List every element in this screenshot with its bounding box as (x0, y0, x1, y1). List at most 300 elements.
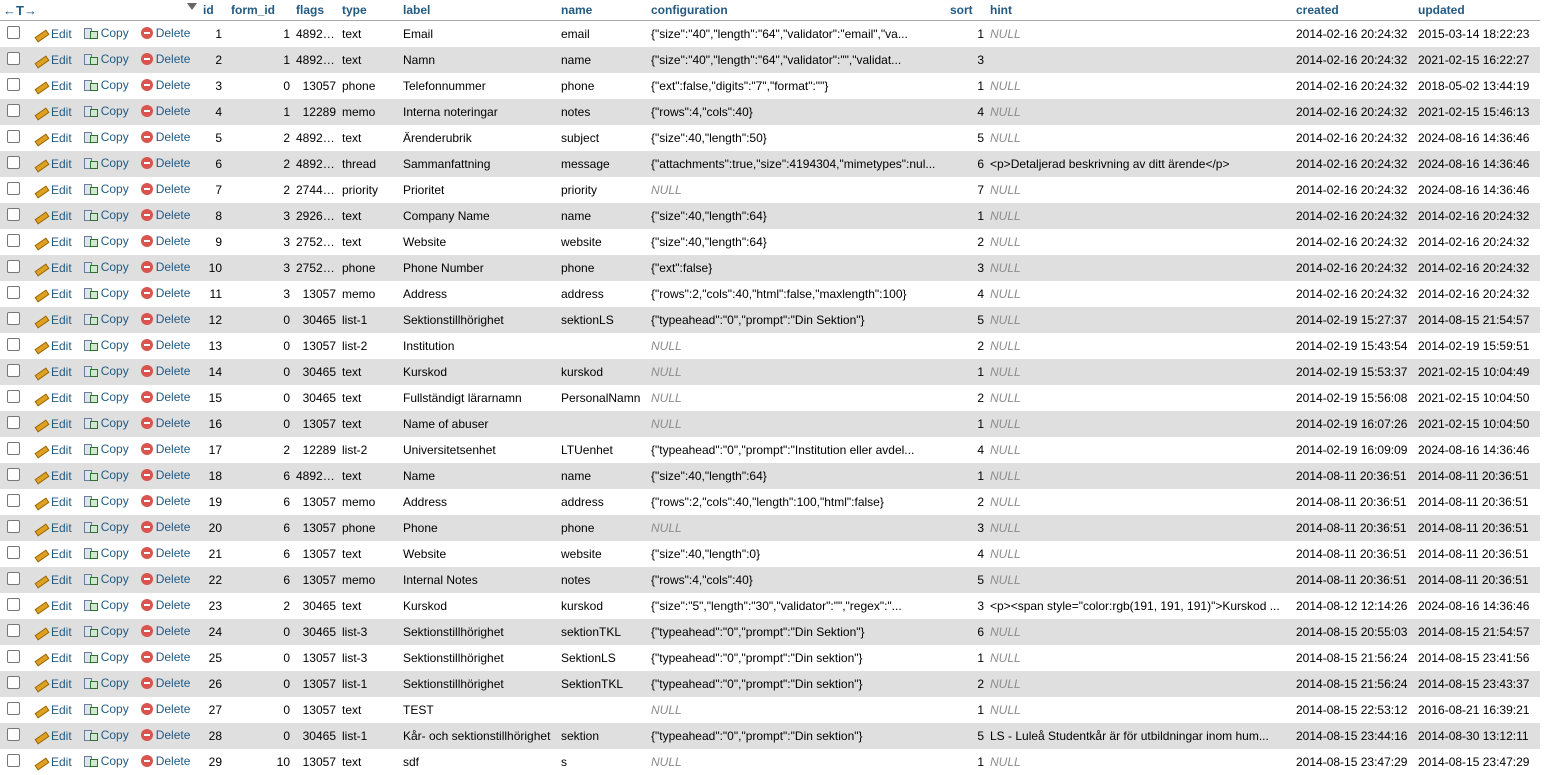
table-row[interactable] (0, 73, 1540, 99)
row-checkbox[interactable] (7, 234, 20, 247)
delete-button[interactable] (141, 52, 191, 66)
cell-created: 2014-08-11 20:36:51 (1293, 489, 1415, 515)
delete-button[interactable] (141, 182, 191, 196)
row-actions (0, 255, 200, 281)
table-row[interactable] (0, 255, 1540, 281)
cell-form-id: 1 (228, 47, 293, 73)
copy-button[interactable] (84, 572, 129, 586)
delete-button[interactable] (141, 286, 191, 300)
cell-form-id: 6 (228, 515, 293, 541)
col-header-label[interactable]: label (400, 0, 558, 21)
row-actions (0, 385, 200, 411)
cell-name: SektionLS (558, 645, 648, 671)
col-header-sort[interactable]: sort (947, 0, 987, 21)
copy-icon (84, 157, 98, 169)
edit-button[interactable] (34, 677, 72, 691)
copy-button[interactable] (84, 260, 129, 274)
row-checkbox[interactable] (7, 182, 20, 195)
col-header-configuration[interactable]: configuration (648, 0, 947, 21)
copy-button[interactable] (84, 624, 129, 638)
edit-button[interactable] (34, 703, 72, 717)
cell-sort: 1 (947, 749, 987, 775)
row-checkbox[interactable] (7, 208, 20, 221)
cell-name: website (558, 541, 648, 567)
row-actions (0, 411, 200, 437)
delete-button[interactable] (141, 728, 191, 742)
copy-label: Copy (101, 104, 129, 118)
table-row[interactable] (0, 489, 1540, 515)
edit-button[interactable] (34, 287, 72, 301)
copy-button[interactable] (84, 754, 129, 768)
cell-flags: 275217 (293, 255, 339, 281)
table-row[interactable] (0, 203, 1540, 229)
copy-icon (84, 651, 98, 663)
cell-sort: 4 (947, 541, 987, 567)
row-checkbox[interactable] (7, 676, 20, 689)
edit-button[interactable] (34, 313, 72, 327)
cell-configuration: NULL (648, 411, 947, 437)
cell-type: text (339, 359, 400, 385)
row-checkbox[interactable] (7, 520, 20, 533)
column-arrows-icon[interactable]: ←T→ (3, 3, 37, 18)
row-checkbox[interactable] (7, 130, 20, 143)
table-row[interactable] (0, 385, 1540, 411)
table-row[interactable] (0, 515, 1540, 541)
delete-label: Delete (156, 702, 191, 716)
edit-button[interactable] (34, 391, 72, 405)
delete-button[interactable] (141, 702, 191, 716)
cell-name: name (558, 47, 648, 73)
table-row[interactable] (0, 411, 1540, 437)
edit-button[interactable] (34, 729, 72, 743)
cell-sort: 4 (947, 437, 987, 463)
copy-icon (84, 521, 98, 533)
table-row[interactable] (0, 333, 1540, 359)
cell-form-id: 0 (228, 359, 293, 385)
cell-type: memo (339, 99, 400, 125)
delete-button[interactable] (141, 468, 191, 482)
cell-id: 16 (200, 411, 228, 437)
cell-created: 2014-02-19 15:56:08 (1293, 385, 1415, 411)
cell-type: memo (339, 281, 400, 307)
pencil-icon (34, 237, 48, 247)
copy-button[interactable] (84, 728, 129, 742)
edit-button[interactable] (34, 339, 72, 353)
pencil-icon (34, 523, 48, 533)
cell-updated: 2014-02-16 20:24:32 (1415, 203, 1540, 229)
edit-button[interactable] (34, 365, 72, 379)
cell-hint: NULL (987, 73, 1293, 99)
cell-flags: 13057 (293, 749, 339, 775)
copy-button[interactable] (84, 676, 129, 690)
cell-id: 21 (200, 541, 228, 567)
delete-label: Delete (156, 78, 191, 92)
cell-id: 22 (200, 567, 228, 593)
table-row[interactable] (0, 281, 1540, 307)
table-row[interactable] (0, 359, 1540, 385)
copy-button[interactable] (84, 598, 129, 612)
delete-button[interactable] (141, 520, 191, 534)
edit-button[interactable] (34, 235, 72, 249)
delete-button[interactable] (141, 390, 191, 404)
cell-flags: 292657 (293, 203, 339, 229)
edit-label: Edit (51, 495, 72, 509)
pencil-icon (34, 55, 48, 65)
cell-id: 11 (200, 281, 228, 307)
delete-icon (141, 573, 153, 585)
row-checkbox[interactable] (7, 52, 20, 65)
table-row[interactable] (0, 307, 1540, 333)
edit-button[interactable] (34, 625, 72, 639)
copy-button[interactable] (84, 364, 129, 378)
copy-icon (84, 729, 98, 741)
table-row[interactable] (0, 541, 1540, 567)
cell-sort: 4 (947, 281, 987, 307)
delete-label: Delete (156, 234, 191, 248)
cell-hint: NULL (987, 125, 1293, 151)
delete-button[interactable] (141, 364, 191, 378)
cell-created: 2014-02-16 20:24:32 (1293, 73, 1415, 99)
pencil-icon (34, 653, 48, 663)
row-checkbox[interactable] (7, 390, 20, 403)
copy-icon (84, 625, 98, 637)
row-checkbox[interactable] (7, 260, 20, 273)
row-actions (0, 73, 200, 99)
edit-button[interactable] (34, 443, 72, 457)
copy-button[interactable] (84, 208, 129, 222)
cell-hint: <p>Detaljerad beskrivning av ditt ärende</p> (987, 151, 1293, 177)
delete-button[interactable] (141, 312, 191, 326)
cell-type: list-3 (339, 645, 400, 671)
table-row[interactable] (0, 437, 1540, 463)
row-checkbox[interactable] (7, 572, 20, 585)
column-options-dropdown-icon[interactable] (187, 3, 197, 10)
edit-button[interactable] (34, 495, 72, 509)
copy-button[interactable] (84, 702, 129, 716)
row-actions (0, 463, 200, 489)
delete-button[interactable] (141, 572, 191, 586)
row-actions (0, 21, 200, 48)
copy-button[interactable] (84, 468, 129, 482)
table-row[interactable] (0, 125, 1540, 151)
copy-icon (84, 703, 98, 715)
delete-button[interactable] (141, 624, 191, 638)
copy-button[interactable] (84, 130, 129, 144)
row-checkbox[interactable] (7, 468, 20, 481)
cell-hint: NULL (987, 255, 1293, 281)
pencil-icon (34, 185, 48, 195)
cell-created: 2014-08-15 23:47:29 (1293, 749, 1415, 775)
row-checkbox[interactable] (7, 494, 20, 507)
cell-label: Address (400, 489, 558, 515)
edit-label: Edit (51, 79, 72, 93)
cell-created: 2014-02-19 16:07:26 (1293, 411, 1415, 437)
delete-icon (141, 209, 153, 221)
column-controls[interactable] (0, 0, 200, 21)
edit-button[interactable] (34, 547, 72, 561)
cell-hint: NULL (987, 541, 1293, 567)
row-checkbox[interactable] (7, 156, 20, 169)
edit-button[interactable] (34, 417, 72, 431)
delete-button[interactable] (141, 338, 191, 352)
copy-icon (84, 599, 98, 611)
delete-icon (141, 521, 153, 533)
cell-id: 20 (200, 515, 228, 541)
table-row[interactable] (0, 723, 1540, 749)
copy-label: Copy (101, 52, 129, 66)
copy-label: Copy (101, 546, 129, 560)
col-header-name[interactable]: name (558, 0, 648, 21)
delete-label: Delete (156, 650, 191, 664)
row-checkbox[interactable] (7, 728, 20, 741)
col-header-updated[interactable]: updated (1415, 0, 1540, 21)
cell-sort: 1 (947, 203, 987, 229)
delete-button[interactable] (141, 104, 191, 118)
delete-button[interactable] (141, 208, 191, 222)
edit-button[interactable] (34, 755, 72, 769)
copy-button[interactable] (84, 104, 129, 118)
cell-form-id: 0 (228, 645, 293, 671)
delete-button[interactable] (141, 78, 191, 92)
table-row[interactable] (0, 749, 1540, 775)
row-checkbox[interactable] (7, 26, 20, 39)
copy-icon (84, 287, 98, 299)
cell-form-id: 2 (228, 151, 293, 177)
copy-button[interactable] (84, 546, 129, 560)
cell-id: 29 (200, 749, 228, 775)
cell-hint: NULL (987, 645, 1293, 671)
row-checkbox[interactable] (7, 702, 20, 715)
edit-button[interactable] (34, 53, 72, 67)
cell-label: Internal Notes (400, 567, 558, 593)
delete-button[interactable] (141, 546, 191, 560)
row-actions (0, 541, 200, 567)
delete-icon (141, 79, 153, 91)
delete-label: Delete (156, 26, 191, 40)
row-checkbox[interactable] (7, 598, 20, 611)
row-checkbox[interactable] (7, 312, 20, 325)
edit-button[interactable] (34, 573, 72, 587)
cell-type: list-1 (339, 671, 400, 697)
cell-configuration: {"typeahead":"0","prompt":"Din sektion"} (648, 671, 947, 697)
edit-button[interactable] (34, 105, 72, 119)
delete-button[interactable] (141, 442, 191, 456)
edit-label: Edit (51, 677, 72, 691)
cell-hint: NULL (987, 671, 1293, 697)
delete-button[interactable] (141, 416, 191, 430)
copy-label: Copy (101, 364, 129, 378)
delete-icon (141, 261, 153, 273)
cell-created: 2014-08-15 20:55:03 (1293, 619, 1415, 645)
cell-hint: NULL (987, 749, 1293, 775)
edit-button[interactable] (34, 651, 72, 665)
col-header-id[interactable]: id (200, 0, 228, 21)
table-row[interactable] (0, 151, 1540, 177)
cell-label: Interna noteringar (400, 99, 558, 125)
cell-type: list-1 (339, 307, 400, 333)
copy-button[interactable] (84, 286, 129, 300)
cell-form-id: 3 (228, 255, 293, 281)
delete-label: Delete (156, 364, 191, 378)
delete-button[interactable] (141, 26, 191, 40)
table-row[interactable] (0, 619, 1540, 645)
cell-configuration: {"size":40,"length":50} (648, 125, 947, 151)
delete-button[interactable] (141, 156, 191, 170)
cell-updated: 2014-08-15 23:47:29 (1415, 749, 1540, 775)
row-checkbox[interactable] (7, 754, 20, 767)
edit-button[interactable] (34, 183, 72, 197)
edit-button[interactable] (34, 79, 72, 93)
cell-sort: 7 (947, 177, 987, 203)
copy-button[interactable] (84, 520, 129, 534)
edit-label: Edit (51, 365, 72, 379)
copy-button[interactable] (84, 78, 129, 92)
edit-label: Edit (51, 339, 72, 353)
copy-button[interactable] (84, 182, 129, 196)
delete-button[interactable] (141, 676, 191, 690)
delete-icon (141, 313, 153, 325)
copy-button[interactable] (84, 338, 129, 352)
delete-button[interactable] (141, 598, 191, 612)
table-row[interactable] (0, 593, 1540, 619)
table-row[interactable] (0, 229, 1540, 255)
row-actions (0, 203, 200, 229)
delete-button[interactable] (141, 260, 191, 274)
edit-label: Edit (51, 651, 72, 665)
cell-hint: NULL (987, 515, 1293, 541)
table-row[interactable] (0, 463, 1540, 489)
copy-icon (84, 261, 98, 273)
edit-button[interactable] (34, 209, 72, 223)
edit-button[interactable] (34, 469, 72, 483)
table-row[interactable] (0, 697, 1540, 723)
cell-form-id: 6 (228, 463, 293, 489)
table-row[interactable] (0, 645, 1540, 671)
header-row (0, 0, 1540, 21)
cell-type: text (339, 541, 400, 567)
table-row[interactable] (0, 671, 1540, 697)
row-checkbox[interactable] (7, 338, 20, 351)
cell-id: 24 (200, 619, 228, 645)
cell-id: 25 (200, 645, 228, 671)
delete-icon (141, 729, 153, 741)
delete-button[interactable] (141, 130, 191, 144)
copy-button[interactable] (84, 26, 129, 40)
col-header-hint[interactable]: hint (987, 0, 1293, 21)
edit-label: Edit (51, 469, 72, 483)
delete-button[interactable] (141, 234, 191, 248)
copy-label: Copy (101, 702, 129, 716)
col-header-form-id[interactable]: form_id (228, 0, 293, 21)
row-checkbox[interactable] (7, 650, 20, 663)
cell-id: 17 (200, 437, 228, 463)
cell-flags: 13057 (293, 281, 339, 307)
copy-label: Copy (101, 416, 129, 430)
table-row[interactable] (0, 567, 1540, 593)
cell-id: 2 (200, 47, 228, 73)
cell-sort: 6 (947, 619, 987, 645)
copy-button[interactable] (84, 494, 129, 508)
cell-label: Sektionstillhörighet (400, 307, 558, 333)
cell-updated: 2014-02-16 20:24:32 (1415, 255, 1540, 281)
cell-updated: 2024-08-16 14:36:46 (1415, 177, 1540, 203)
copy-button[interactable] (84, 442, 129, 456)
table-row[interactable] (0, 99, 1540, 125)
delete-label: Delete (156, 598, 191, 612)
copy-label: Copy (101, 286, 129, 300)
col-header-created[interactable]: created (1293, 0, 1415, 21)
copy-button[interactable] (84, 650, 129, 664)
table-row[interactable] (0, 21, 1540, 48)
delete-button[interactable] (141, 650, 191, 664)
delete-icon (141, 131, 153, 143)
cell-id: 6 (200, 151, 228, 177)
delete-label: Delete (156, 442, 191, 456)
row-checkbox[interactable] (7, 364, 20, 377)
edit-button[interactable] (34, 521, 72, 535)
col-header-flags[interactable]: flags (293, 0, 339, 21)
delete-button[interactable] (141, 494, 191, 508)
row-checkbox[interactable] (7, 104, 20, 117)
pencil-icon (34, 731, 48, 741)
delete-label: Delete (156, 546, 191, 560)
copy-icon (84, 443, 98, 455)
pencil-icon (34, 393, 48, 403)
copy-button[interactable] (84, 416, 129, 430)
copy-label: Copy (101, 182, 129, 196)
row-actions (0, 515, 200, 541)
edit-button[interactable] (34, 599, 72, 613)
copy-button[interactable] (84, 390, 129, 404)
cell-configuration: {"size":40,"length":64} (648, 229, 947, 255)
row-actions (0, 281, 200, 307)
table-row[interactable] (0, 177, 1540, 203)
edit-button[interactable] (34, 27, 72, 41)
cell-flags: 30465 (293, 385, 339, 411)
cell-form-id: 0 (228, 697, 293, 723)
copy-button[interactable] (84, 234, 129, 248)
delete-label: Delete (156, 260, 191, 274)
delete-label: Delete (156, 312, 191, 326)
row-checkbox[interactable] (7, 442, 20, 455)
edit-button[interactable] (34, 131, 72, 145)
cell-flags: 30465 (293, 593, 339, 619)
copy-button[interactable] (84, 52, 129, 66)
row-checkbox[interactable] (7, 286, 20, 299)
delete-button[interactable] (141, 754, 191, 768)
cell-updated: 2014-08-15 21:54:57 (1415, 307, 1540, 333)
cell-updated: 2015-03-14 18:22:23 (1415, 21, 1540, 48)
copy-label: Copy (101, 494, 129, 508)
cell-type: text (339, 47, 400, 73)
row-checkbox[interactable] (7, 78, 20, 91)
edit-button[interactable] (34, 261, 72, 275)
delete-label: Delete (156, 208, 191, 222)
copy-button[interactable] (84, 312, 129, 326)
pencil-icon (34, 341, 48, 351)
row-checkbox[interactable] (7, 416, 20, 429)
pencil-icon (34, 107, 48, 117)
row-checkbox[interactable] (7, 546, 20, 559)
cell-hint: NULL (987, 567, 1293, 593)
copy-button[interactable] (84, 156, 129, 170)
col-header-type[interactable]: type (339, 0, 400, 21)
cell-label: Sammanfattning (400, 151, 558, 177)
table-row[interactable] (0, 47, 1540, 73)
edit-button[interactable] (34, 157, 72, 171)
cell-type: memo (339, 567, 400, 593)
row-checkbox[interactable] (7, 624, 20, 637)
